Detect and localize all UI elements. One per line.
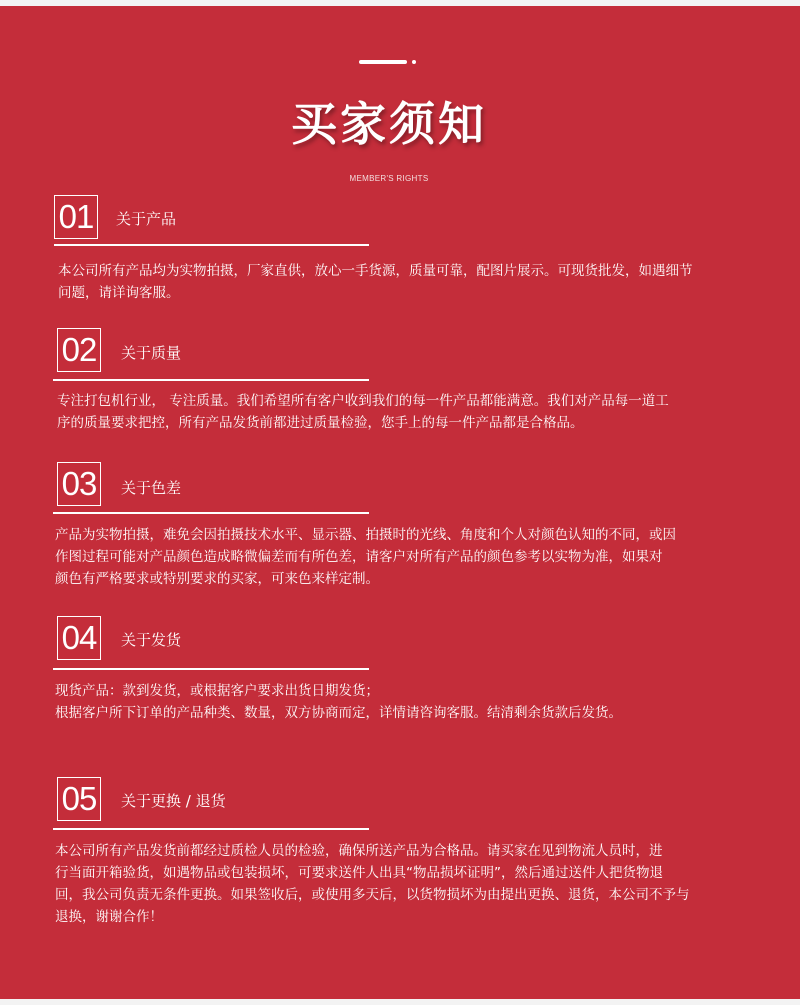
title-decoration-dash bbox=[359, 60, 407, 64]
body-line: 回，我公司负责无条件更换。如果签收后，或使用多天后，以货物损坏为由提出更换、退货，本公司不予与 bbox=[55, 887, 690, 903]
section-divider bbox=[53, 828, 369, 830]
body-line: 序的质量要求把控，所有产品发货前都进过质量检验，您手上的每一件产品都是合格品。 bbox=[57, 415, 584, 431]
section-number-box: 04 bbox=[57, 616, 101, 660]
body-line: 根据客户所下订单的产品种类、数量，双方协商而定，详情请咨询客服。结清剩余货款后发货。 bbox=[55, 705, 622, 721]
body-line: 退换，谢谢合作！ bbox=[55, 909, 163, 925]
section-number-box: 05 bbox=[57, 777, 101, 821]
section-divider bbox=[53, 668, 369, 670]
section-number-box: 01 bbox=[54, 195, 98, 239]
section-number-box: 02 bbox=[57, 328, 101, 372]
section-number-box: 03 bbox=[57, 462, 101, 506]
body-line: 现货产品：款到发货，或根据客户要求出货日期发货； bbox=[55, 683, 379, 699]
section-title: 关于产品 bbox=[116, 210, 177, 228]
body-line: 问题，请详询客服。 bbox=[58, 285, 180, 301]
bottom-border bbox=[0, 999, 800, 1005]
body-line: 本公司所有产品发货前都经过质检人员的检验，确保所送产品为合格品。请买家在见到物流人员时，进 bbox=[55, 843, 663, 859]
body-line: 作图过程可能对产品颜色造成略微偏差而有所色差，请客户对所有产品的颜色参考以实物为准，如果对 bbox=[55, 549, 663, 565]
section-body bbox=[57, 390, 669, 434]
section-title: 关于色差 bbox=[121, 479, 182, 497]
page-subtitle: MEMBER'S RIGHTS bbox=[349, 174, 429, 183]
title-decoration-dot bbox=[412, 60, 416, 64]
section-title: 关于发货 bbox=[121, 631, 182, 649]
section-divider bbox=[53, 379, 369, 381]
body-line: 颜色有严格要求或特别要求的买家，可来色来样定制。 bbox=[55, 571, 379, 587]
body-line: 行当面开箱验货，如遇物品或包装损坏，可要求送件人出具“物品损坏证明”，然后通过送件人把货物退 bbox=[55, 865, 663, 881]
body-line: 产品为实物拍摄，难免会因拍摄技术水平、显示器、拍摄时的光线、角度和个人对颜色认知的不同，或因 bbox=[55, 527, 676, 543]
section-body bbox=[55, 680, 622, 724]
section-divider bbox=[53, 512, 369, 514]
section-title: 关于更换 / 退货 bbox=[121, 792, 226, 810]
section-body bbox=[55, 840, 690, 928]
section-body bbox=[55, 524, 676, 590]
page-title: 买家须知 bbox=[291, 97, 487, 151]
section-title: 关于质量 bbox=[121, 344, 182, 362]
section-divider bbox=[54, 244, 369, 246]
section-body bbox=[58, 260, 693, 304]
body-line: 专注打包机行业， 专注质量。我们希望所有客户收到我们的每一件产品都能满意。我们对产品每一道工 bbox=[57, 393, 669, 409]
body-line: 本公司所有产品均为实物拍摄，厂家直供，放心一手货源，质量可靠，配图片展示。可现货批发，如遇细节 bbox=[58, 263, 693, 279]
top-border bbox=[0, 0, 800, 6]
